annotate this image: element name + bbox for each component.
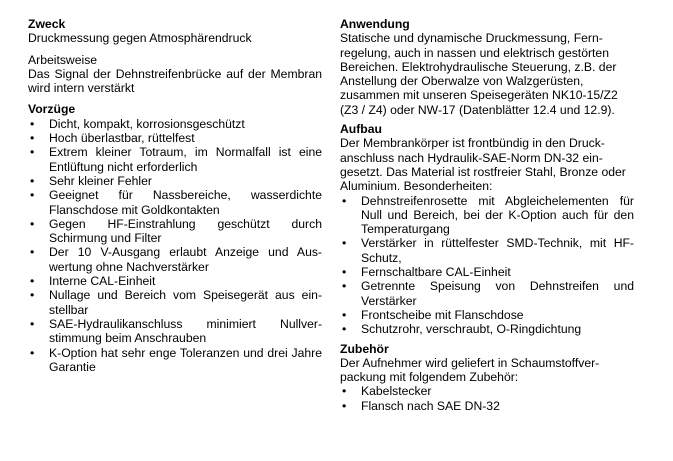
- bullet-icon: •: [30, 345, 35, 360]
- bullet-icon: •: [30, 116, 35, 131]
- bullet-icon: •: [342, 279, 347, 294]
- list-item: • Extrem kleiner Totraum, im Normalfall ist eine Entlüftung nicht erforderlich: [30, 145, 322, 174]
- anwendung-text: Statische und dynamische Druckmessung, Fern-regelung, auch in nassen und elektrisch gestörten Bereichen. Elektrohydraulische Steuerung, z.B. der Anstellung der Oberwalze von Walzgerüsten, zusammen mit unseren Speisegeräten NK10-15/Z2 (Z3 / Z4) oder NW-17 (Datenblätter 12.4 und 12.9).: [340, 31, 618, 117]
- bullet-icon: •: [30, 274, 35, 289]
- list-item: • Schutzrohr, verschraubt, O-Ringdichtung: [342, 322, 582, 337]
- aufbau-heading: Aufbau: [340, 122, 382, 137]
- bullet-icon: •: [342, 398, 347, 413]
- bullet-icon: •: [342, 265, 347, 280]
- bullet-icon: •: [30, 188, 35, 203]
- vorzuege-heading: Vorzüge: [28, 102, 76, 117]
- bullet-icon: •: [30, 288, 35, 303]
- list-item: • Flansch nach SAE DN-32: [342, 398, 500, 413]
- list-item: • Getrennte Speisung von Dehnstreifen und Verstärker: [342, 279, 634, 308]
- arbeitsweise-text: Das Signal der Dehnstreifenbrücke auf der Membran wird intern verstärkt: [28, 66, 322, 96]
- list-item: • Dicht, kompakt, korrosionsgeschützt: [30, 116, 245, 131]
- arbeitsweise-heading: Arbeitsweise: [28, 52, 98, 67]
- list-item: • Hoch überlastbar, rüttelfest: [30, 131, 195, 146]
- bullet-icon: •: [342, 193, 347, 208]
- list-item: • Fernschaltbare CAL-Einheit: [342, 265, 511, 280]
- zweck-text: Druckmessung gegen Atmosphärendruck: [28, 31, 252, 46]
- list-item: • Verstärker in rüttelfester SMD-Technik, mit HF-Schutz,: [342, 236, 634, 265]
- list-item: • Geeignet für Nassbereiche, wasserdichte Flanschdose mit Goldkontakten: [30, 188, 322, 217]
- list-item: • Frontscheibe mit Flanschdose: [342, 307, 524, 322]
- bullet-icon: •: [30, 173, 35, 188]
- aufbau-text: Der Membrankörper ist frontbündig in den Druck-anschluss nach Hydraulik-SAE-Norm DN-32 ein-gesetzt. Das Material ist rostfreier Stahl, Bronze oder Aluminium. Besonderheiten:: [340, 136, 626, 194]
- list-item: • Kabelstecker: [342, 384, 432, 399]
- aufbau-list: [340, 194, 634, 337]
- bullet-icon: •: [30, 216, 35, 231]
- right-column: [340, 17, 634, 413]
- bullet-icon: •: [342, 236, 347, 251]
- list-item: • Der 10 V-Ausgang erlaubt Anzeige und Aus-wertung ohne Nachverstärker: [30, 245, 322, 274]
- left-column: [28, 17, 322, 374]
- bullet-icon: •: [342, 307, 347, 322]
- list-item: • K-Option hat sehr enge Toleranzen und drei Jahre Garantie: [30, 345, 322, 374]
- list-item: • Sehr kleiner Fehler: [30, 173, 152, 188]
- list-item: • Interne CAL-Einheit: [30, 274, 156, 289]
- bullet-icon: •: [30, 245, 35, 260]
- bullet-icon: •: [30, 131, 35, 146]
- vorzuege-list: [28, 117, 322, 374]
- list-item: • Dehnstreifenrosette mit Abgleichelementen für Null und Bereich, bei der K-Option auch für den Temperaturgang: [342, 193, 634, 237]
- bullet-icon: •: [30, 145, 35, 160]
- bullet-icon: •: [342, 322, 347, 337]
- zubehoer-heading: Zubehör: [340, 341, 389, 356]
- zweck-heading: Zweck: [28, 17, 66, 31]
- bullet-icon: •: [30, 316, 35, 331]
- list-item: • Nullage und Bereich vom Speisegerät aus ein-stellbar: [30, 288, 322, 317]
- list-item: • SAE-Hydraulikanschluss minimiert Nullver-stimmung beim Anschrauben: [30, 316, 322, 346]
- bullet-icon: •: [342, 384, 347, 399]
- zubehoer-list: [340, 384, 634, 413]
- zubehoer-text: Der Aufnehmer wird geliefert in Schaumstoffver-packung mit folgendem Zubehör:: [340, 355, 600, 385]
- anwendung-heading: Anwendung: [340, 17, 410, 31]
- list-item: • Gegen HF-Einstrahlung geschützt durch Schirmung und Filter: [30, 216, 322, 246]
